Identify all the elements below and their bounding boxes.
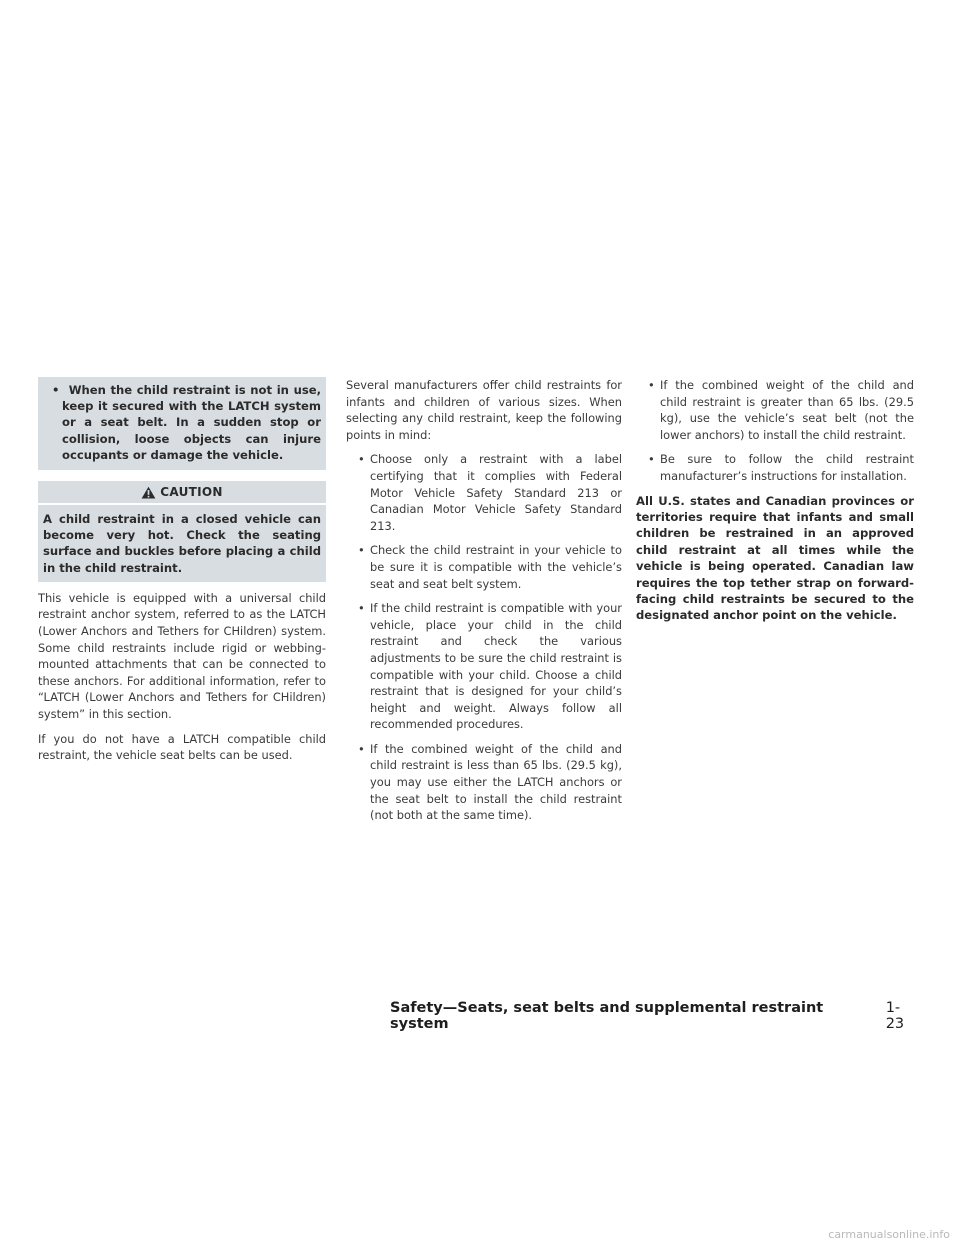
bullet-glyph: •	[358, 601, 365, 616]
list-item: • Choose only a restraint with a label certifying that it complies with Federal Motor Vehicle Safety Standard 213 or Canadian Motor Vehicle Safety Standard 213.	[358, 452, 622, 533]
warning-bullet	[52, 382, 321, 463]
list-item: • If the combined weight of the child and child restraint is greater than 65 lbs. (29.5 kg), use the vehicle’s seat belt (not the lower anchors) to install the child restraint.	[648, 378, 914, 442]
column-3	[636, 377, 914, 624]
list-item: • Be sure to follow the child restraint manufacturer’s instructions for installation.	[648, 452, 914, 483]
caution-heading-text: CAUTION	[160, 485, 223, 500]
selection-bullets	[346, 451, 622, 823]
bullet-glyph: •	[358, 741, 365, 756]
section-title: Safety—Seats, seat belts and supplemental restraint system	[390, 1000, 824, 1032]
warning-triangle-icon	[141, 486, 156, 499]
warning-bullet-text: When the child restraint is not in use, keep it secured with the LATCH system or a seat belt. In a sudden stop or collision, loose objects can injure occupants or damage the vehicle.	[62, 383, 321, 462]
watermark: carmanualsonline.info	[828, 1228, 950, 1241]
list-item: • If the child restraint is compatible with your vehicle, place your child in the child restraint and check the various adjustments to be sure the child restraint is compatible with your child. Choose a child restraint that is designed for your child’s height and weight. Always follow all recommended procedures.	[358, 601, 622, 732]
page-footer	[390, 1000, 918, 1032]
legal-requirement-paragraph: All U.S. states and Canadian provinces or territories require that infants and small children be restrained in an approved child restraint at all times while the vehicle is being operated. Canadian law requires the top tether strap on forward-facing child restraints be secured to the designated anchor point on the vehicle.	[636, 493, 914, 623]
list-item: • Check the child restraint in your vehicle to be sure it is compatible with the vehicle’s seat and seat belt system.	[358, 543, 622, 591]
caution-heading	[38, 481, 326, 503]
bullet-glyph: •	[648, 378, 655, 392]
page-number: 1-23	[885, 1000, 905, 1032]
selection-bullets-continued	[636, 377, 914, 485]
bullet-glyph: •	[648, 452, 655, 467]
bullet-glyph: •	[358, 543, 365, 558]
seat-belt-paragraph: If you do not have a LATCH compatible child restraint, the vehicle seat belts can be used.	[38, 731, 326, 763]
column-2	[346, 377, 622, 832]
list-item: • If the combined weight of the child and child restraint is less than 65 lbs. (29.5 kg), you may use either the LATCH anchors or the seat belt to install the child restraint (not both at the same time).	[358, 741, 622, 823]
caution-text: A child restraint in a closed vehicle can become very hot. Check the seating surface and buckles before placing a child in the child restraint.	[38, 505, 326, 582]
warning-box	[38, 377, 326, 470]
bullet-glyph: •	[358, 452, 365, 467]
latch-paragraph: This vehicle is equipped with a universal child restraint anchor system, referred to as the LATCH (Lower Anchors and Tethers for CHildren) system. Some child restraints include rigid or webbing-mounted attachments that can be connected to these anchors. For additional information, refer to “LATCH (Lower Anchors and Tethers for CHildren) system” in this section.	[38, 590, 326, 721]
column-1	[38, 377, 326, 772]
selection-intro: Several manufacturers offer child restraints for infants and children of various sizes. When selecting any child restraint, keep the following points in mind:	[346, 378, 622, 442]
bullet-glyph: •	[52, 383, 60, 397]
